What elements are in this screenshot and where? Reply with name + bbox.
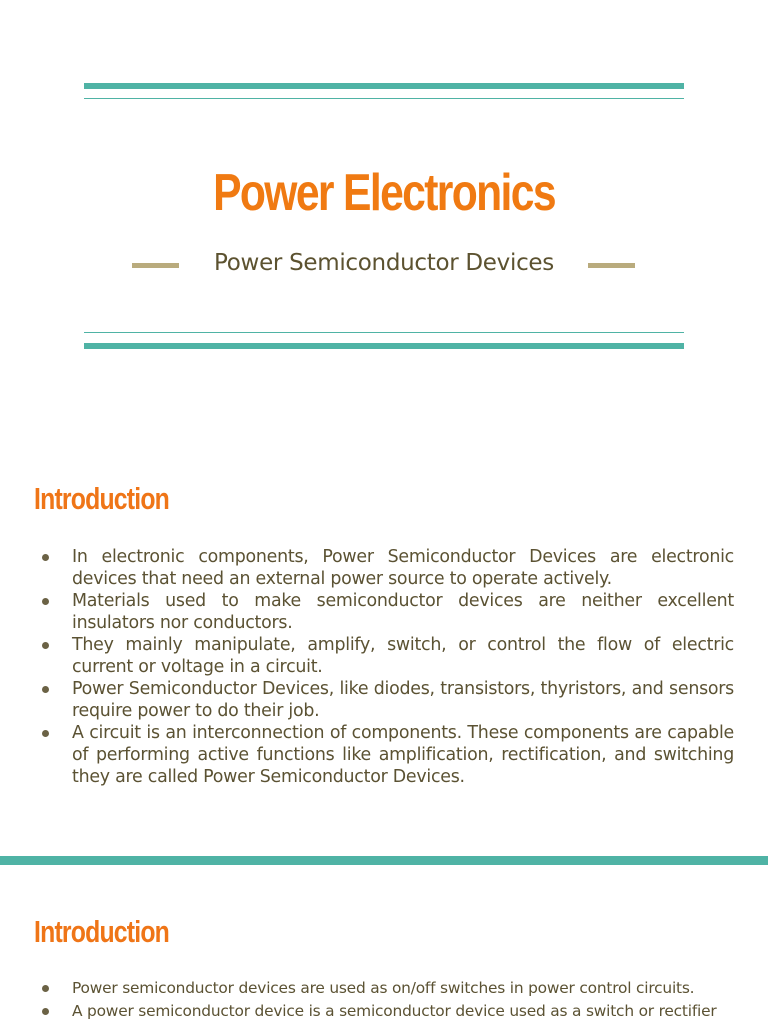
- bottom-thick-rule: [84, 343, 684, 349]
- bottom-thin-rule: [84, 332, 684, 333]
- bullet-text: They mainly manipulate, amplify, switch, or control the flow of electric current or voltage in a circuit.: [72, 635, 734, 677]
- bullet-dot-icon: [42, 642, 49, 649]
- presentation-title: Power Electronics: [213, 164, 555, 222]
- list-item: [34, 722, 734, 788]
- bullet-text: Materials used to make semiconductor devices are neither excellent insulators nor conductors.: [72, 591, 734, 633]
- bullet-dot-icon: [42, 985, 49, 992]
- slide-2-bullet-list: [34, 977, 734, 1023]
- bullet-text: Power semiconductor devices are used as on/off switches in power control circuits.: [72, 979, 695, 997]
- bullet-dot-icon: [42, 686, 49, 693]
- subtitle-left-dash: [132, 263, 179, 268]
- bullet-dot-icon: [42, 730, 49, 737]
- slide-1-heading: Introduction: [34, 481, 170, 516]
- slide-2: [0, 865, 768, 1024]
- subtitle-row: [0, 245, 768, 281]
- slide-2-heading: Introduction: [34, 914, 170, 949]
- bullet-text: A power semiconductor device is a semiconductor device used as a switch or rectifier: [72, 1002, 717, 1020]
- list-item: [34, 590, 734, 634]
- presentation-subtitle: Power Semiconductor Devices: [214, 250, 554, 276]
- top-thin-rule: [84, 98, 684, 99]
- list-item: [34, 678, 734, 722]
- list-item: [34, 977, 734, 1000]
- bullet-text: A circuit is an interconnection of components. These components are capable of performing active functions like amplification, rectification, and switching they are called Power Semiconductor Devices.: [72, 723, 734, 787]
- top-thick-rule: [84, 83, 684, 89]
- list-item: [34, 1000, 734, 1023]
- bullet-text: Power Semiconductor Devices, like diodes, transistors, thyristors, and sensors require power to do their job.: [72, 679, 734, 721]
- subtitle-right-dash: [588, 263, 635, 268]
- bullet-dot-icon: [42, 554, 49, 561]
- bullet-dot-icon: [42, 1008, 49, 1015]
- slide-divider: [0, 856, 768, 865]
- slide-1-bullet-list: [34, 546, 734, 788]
- list-item: [34, 634, 734, 678]
- list-item: [34, 546, 734, 590]
- bullet-dot-icon: [42, 598, 49, 605]
- bullet-text: In electronic components, Power Semiconductor Devices are electronic devices that need an external power source to operate actively.: [72, 547, 734, 589]
